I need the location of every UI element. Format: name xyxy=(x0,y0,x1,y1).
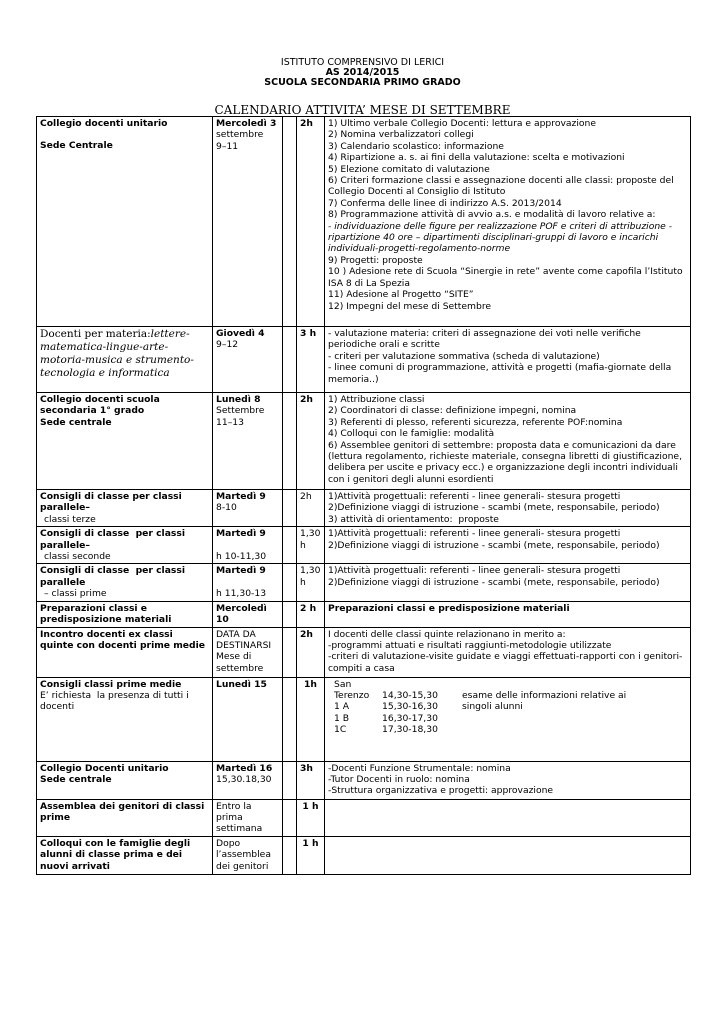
table-row xyxy=(37,393,691,490)
hours-cell: 1h xyxy=(297,677,325,761)
event-date: Martedì 9 xyxy=(216,565,266,577)
date-cell xyxy=(213,564,283,601)
hours-cell: 2h xyxy=(297,490,325,527)
event-classes: classi seconde xyxy=(44,551,111,563)
agenda-item: 1) Attribuzione classi xyxy=(328,394,425,405)
agenda-item: -Tutor Docenti in ruolo: nomina xyxy=(328,774,470,786)
event-name: Consigli classi prime medie xyxy=(40,678,182,690)
calendar-table xyxy=(36,116,691,875)
schedule-item xyxy=(328,724,456,735)
details-cell: Preparazioni classi e predisposizione materiali xyxy=(325,601,691,627)
agenda-item: 12) Impegni del mese di Settembre xyxy=(328,300,492,312)
schedule-item xyxy=(328,713,456,724)
agenda-item: 1)Attività progettuali: referenti - linee generali- stesura progetti xyxy=(328,528,621,540)
table-row xyxy=(37,564,691,601)
agenda-item: 2)Definizione viaggi di istruzione - scambi (mete, responsabile, periodo) xyxy=(328,502,660,514)
details-cell xyxy=(325,836,691,874)
agenda-item: 10 ) Adesione rete di Scuola “Sinergie in rete” avente come capofila l’Istituto ISA 8 di La Spezia xyxy=(328,266,686,289)
hours-cell: 1,30 h xyxy=(297,527,325,564)
spacer-cell xyxy=(283,799,297,836)
details-cell xyxy=(325,564,691,601)
table-row xyxy=(37,627,691,677)
event-date: Mercoledì 3 xyxy=(216,118,277,129)
event-date: DATA DA DESTINARSI xyxy=(216,628,272,652)
event-cell xyxy=(37,527,213,564)
details-cell xyxy=(325,799,691,836)
agenda-item: 11) Adesione al Progetto “SITE” xyxy=(328,289,474,301)
event-month: settembre xyxy=(216,129,264,141)
event-month: Settembre xyxy=(216,405,265,417)
schedule-class: 1C xyxy=(334,724,347,736)
event-date: Giovedì 4 xyxy=(216,328,265,339)
spacer-cell xyxy=(283,564,297,601)
event-note: E’ richiesta la presenza di tutti i docenti xyxy=(40,690,192,713)
event-name: Collegio docenti scuola secondaria 1° grado xyxy=(40,394,163,417)
event-name: Consigli di classe per classi parallele– xyxy=(40,528,189,551)
schedule-time: 17,30-18,30 xyxy=(382,724,438,736)
event-cell: Colloqui con le famiglie degli alunni di classe prima e dei nuovi arrivati xyxy=(37,836,213,874)
schedule-list xyxy=(328,679,456,736)
details-cell xyxy=(325,490,691,527)
spacer-cell xyxy=(283,677,297,761)
agenda-item: 2)Definizione viaggi di istruzione - scambi (mete, responsabile, periodo) xyxy=(328,576,660,588)
agenda-item: 3) Referenti di plesso, referenti sicurezza, referente POF:nomina xyxy=(328,416,623,428)
school-year: AS 2014/2015 xyxy=(325,67,400,78)
event-classes: – classi prime xyxy=(44,588,107,600)
date-cell xyxy=(213,490,283,527)
details-cell xyxy=(325,393,691,490)
hours-cell: 2h xyxy=(297,393,325,490)
event-time: 15,30.18,30 xyxy=(216,774,272,786)
event-date: Martedì 9 xyxy=(216,528,266,540)
agenda-item: -Struttura organizzativa e progetti: approvazione xyxy=(328,785,554,797)
spacer-cell xyxy=(283,761,297,799)
spacer-cell xyxy=(283,327,297,393)
agenda-item: 6) Criteri formazione classi e assegnazione docenti alle classi: proposte del Collegio Docenti al Consiglio di Istituto xyxy=(328,175,677,198)
event-cell xyxy=(37,564,213,601)
hours-cell: 2h xyxy=(297,627,325,677)
event-cell xyxy=(37,117,213,327)
agenda-item: 2) Coordinatori di classe: definizione impegni, nomina xyxy=(328,405,577,417)
event-cell xyxy=(37,327,213,393)
event-classes: classi terze xyxy=(44,513,96,525)
details-cell xyxy=(325,677,691,761)
agenda-item: 2)Definizione viaggi di istruzione - scambi (mete, responsabile, periodo) xyxy=(328,539,660,551)
event-name: Consigli di classe per classi parallele– xyxy=(40,491,185,514)
table-row xyxy=(37,836,691,874)
event-location: Sede centrale xyxy=(40,774,112,786)
schedule-time: 15,30-16,30 xyxy=(382,701,438,713)
event-date: Martedì 9 xyxy=(216,491,266,502)
agenda-item: 1)Attività progettuali: referenti - linee generali- stesura progetti xyxy=(328,565,621,577)
event-time: 9–11 xyxy=(216,140,239,152)
date-cell xyxy=(213,761,283,799)
event-time: 8-10 xyxy=(216,502,237,514)
event-cell: Preparazioni classi e predisposizione materiali xyxy=(37,601,213,627)
event-time: 9–12 xyxy=(216,339,239,351)
agenda-item: - valutazione materia: criteri di assegnazione dei voti nelle verifiche periodiche orali e scritte xyxy=(328,328,644,351)
event-cell xyxy=(37,761,213,799)
agenda-item: -programmi attuati e risultati raggiunti-metodologie utilizzate xyxy=(328,640,612,652)
agenda-item: 1)Attività progettuali: referenti - linee generali- stesura progetti xyxy=(328,491,621,502)
event-name: Docenti per materia: xyxy=(40,328,151,340)
event-cell: Incontro docenti ex classi quinte con docenti prime medie xyxy=(37,627,213,677)
hours-cell: 1,30 h xyxy=(297,564,325,601)
agenda-item: - criteri per valutazione sommativa (scheda di valutazione) xyxy=(328,350,600,362)
date-cell: Lunedì 15 xyxy=(213,677,283,761)
event-date: Lunedì 8 xyxy=(216,394,261,405)
agenda-item: 3) Calendario scolastico: informazione xyxy=(328,140,504,152)
details-cell xyxy=(325,761,691,799)
schedule-time: 16,30-17,30 xyxy=(382,712,438,724)
date-cell xyxy=(213,627,283,677)
date-cell xyxy=(213,393,283,490)
agenda-item: I docenti delle classi quinte relazionano in merito a: xyxy=(328,628,566,640)
schedule-item xyxy=(328,679,456,702)
agenda-item: 7) Conferma delle linee di indirizzo A.S. 2013/2014 xyxy=(328,197,562,209)
table-row xyxy=(37,117,691,327)
date-cell: Entro la prima settimana xyxy=(213,799,283,836)
spacer-cell xyxy=(283,836,297,874)
date-cell: Mercoledì 10 xyxy=(213,601,283,627)
table-row xyxy=(37,761,691,799)
event-time: 11–13 xyxy=(216,416,244,428)
date-cell xyxy=(213,527,283,564)
event-time: h 10-11,30 xyxy=(216,550,267,562)
event-cell xyxy=(37,490,213,527)
hours-cell: 1 h xyxy=(297,836,325,874)
agenda-item: 4) Colloqui con le famiglie: modalità xyxy=(328,428,495,440)
agenda-item: 9) Progetti: proposte xyxy=(328,254,423,266)
agenda-item: 5) Elezione comitato di valutazione xyxy=(328,163,490,175)
table-row xyxy=(37,490,691,527)
event-date: Martedì 16 xyxy=(216,762,273,774)
details-cell xyxy=(325,327,691,393)
event-subjects: lettere-matematica-lingue-arte-motoria-musica e strumento-tecnologia e informatica xyxy=(40,328,194,379)
calendar-title: CALENDARIO ATTIVITA’ MESE DI SETTEMBRE xyxy=(214,103,511,117)
hours-cell: 2 h xyxy=(297,601,325,627)
table-row xyxy=(37,677,691,761)
date-cell xyxy=(213,117,283,327)
date-cell: Dopo l’assemblea dei genitori xyxy=(213,836,283,874)
event-cell xyxy=(37,677,213,761)
hours-cell: 1 h xyxy=(297,799,325,836)
agenda-item: 8) Programmazione attività di avvio a.s. e modalità di lavoro relative a: xyxy=(328,209,656,221)
details-cell xyxy=(325,117,691,327)
agenda-item: 1) Ultimo verbale Collegio Docenti: lettura e approvazione xyxy=(328,118,597,129)
agenda-item: -Docenti Funzione Strumentale: nomina xyxy=(328,762,511,774)
schedule-class: 1 B xyxy=(334,712,350,724)
agenda-item: 3) attività di orientamento: proposte xyxy=(328,513,499,525)
date-cell xyxy=(213,327,283,393)
agenda-item: - linee comuni di programmazione, attività e progetti (mafia-giornate della memoria..) xyxy=(328,362,675,385)
spacer-cell xyxy=(283,627,297,677)
agenda-item: 4) Ripartizione a. s. ai fini della valutazione: scelta e motivazioni xyxy=(328,152,625,164)
agenda-item: 2) Nomina verbalizzatori collegi xyxy=(328,129,474,141)
event-location: Sede Centrale xyxy=(40,140,113,152)
event-cell: Assemblea dei genitori di classi prime xyxy=(37,799,213,836)
event-name: Collegio docenti unitario xyxy=(40,118,168,129)
spacer-cell xyxy=(283,490,297,527)
event-time: h 11,30-13 xyxy=(216,587,267,599)
hours-cell: 2h xyxy=(297,117,325,327)
event-cell xyxy=(37,393,213,490)
table-row xyxy=(37,527,691,564)
table-row xyxy=(37,327,691,393)
event-location: Sede centrale xyxy=(40,416,112,428)
spacer-cell xyxy=(283,393,297,490)
event-name: Collegio Docenti unitario xyxy=(40,762,169,774)
event-name: Consigli di classe per classi parallele xyxy=(40,565,189,588)
details-cell xyxy=(325,627,691,677)
spacer-cell xyxy=(283,527,297,564)
schedule-class: San Terenzo xyxy=(334,678,370,702)
hours-cell: 3 h xyxy=(297,327,325,393)
agenda-item: -criteri di valutazione-visite guidate e viaggi effettuati-rapporti con i genitori-compiti a casa xyxy=(328,651,683,674)
schedule-item xyxy=(328,701,456,712)
hours-cell: 3h xyxy=(297,761,325,799)
agenda-item: 6) Assemblee genitori di settembre: proposta data e comunicazioni da dare (lettura regolamento, richieste materiale, consegna libretti di giustificazione, delibera per uscite e privacy ecc.) e organizzazione degli incontri individuali con i genitori degli alunni esordienti xyxy=(328,439,685,485)
school-level: SCUOLA SECONDARIA PRIMO GRADO xyxy=(264,77,461,88)
details-cell xyxy=(325,527,691,564)
table-row xyxy=(37,601,691,627)
spacer-cell xyxy=(283,117,297,327)
event-month: Mese di settembre xyxy=(216,651,264,674)
table-row xyxy=(37,799,691,836)
agenda-subitem: - individuazione delle figure per realizzazione POF e criteri di attribuzione -ripartizione 40 ore – dipartimenti disciplinari-gruppi di lavoro e incarichi individuali-progetti-regolamento-norme xyxy=(328,220,673,255)
schedule-note: esame delle informazioni relative ai singoli alunni xyxy=(462,689,627,713)
spacer-cell xyxy=(283,601,297,627)
schedule-class: 1 A xyxy=(334,701,350,713)
schedule-time: 14,30-15,30 xyxy=(382,690,438,702)
school-name: ISTITUTO COMPRENSIVO DI LERICI xyxy=(280,57,445,68)
